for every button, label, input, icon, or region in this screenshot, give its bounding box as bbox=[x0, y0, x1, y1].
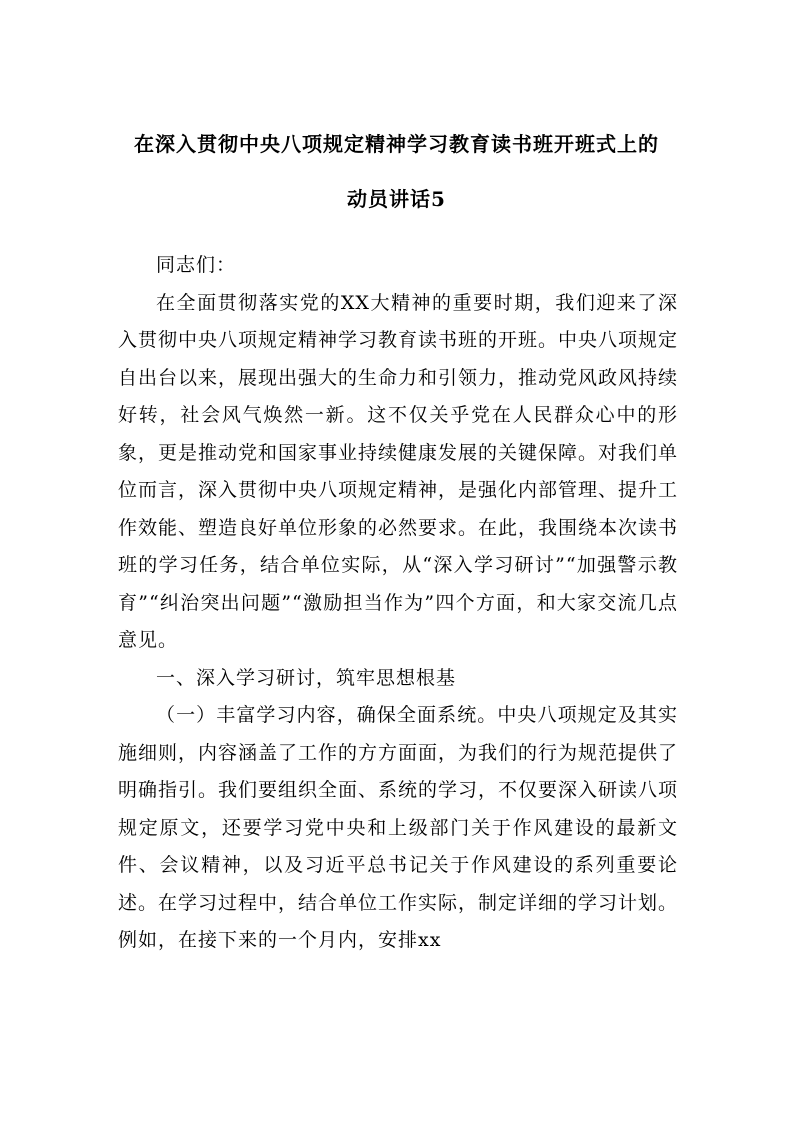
document-body bbox=[118, 247, 678, 960]
paragraph-subsection-1: （一）丰富学习内容，确保全面系统。中央八项规定及其实施细则，内容涵盖了工作的方方面面，为我们的行为规范提供了明确指引。我们要组织全面、系统的学习，不仅要深入研读八项规定原文，还要学习党中央和上级部门关于作风建设的最新文件、会议精神，以及习近平总书记关于作风建设的系列重要论述。在学习过程中，结合单位工作实际，制定详细的学习计划。例如，在接下来的一个月内，安排xx bbox=[118, 704, 679, 951]
salutation: 同志们： bbox=[156, 254, 237, 276]
section-heading-1: 一、深入学习研讨，筑牢思想根基 bbox=[156, 666, 457, 689]
document-title-line-2: 动员讲话5 bbox=[347, 187, 446, 211]
document-title-line-1: 在深入贯彻中央八项规定精神学习教育读书班开班式上的 bbox=[134, 132, 659, 156]
paragraph-intro: 在全面贯彻落实党的XX大精神的重要时期，我们迎来了深入贯彻中央八项规定精神学习教育读书班的开班。中央八项规定自出台以来，展现出强大的生命力和引领力，推动党风政风持续好转，社会风气焕然一新。这不仅关乎党在人民群众心中的形象，更是推动党和国家事业持续健康发展的关键保障。对我们单位而言，深入贯彻中央八项规定精神，是强化内部管理、提升工作效能、塑造良好单位形象的必然要求。在此，我围绕本次读书班的学习任务，结合单位实际，从“深入学习研讨”“加强警示教育”“纠治突出问题”“激励担当作为”四个方面，和大家交流几点意见。 bbox=[118, 291, 679, 651]
